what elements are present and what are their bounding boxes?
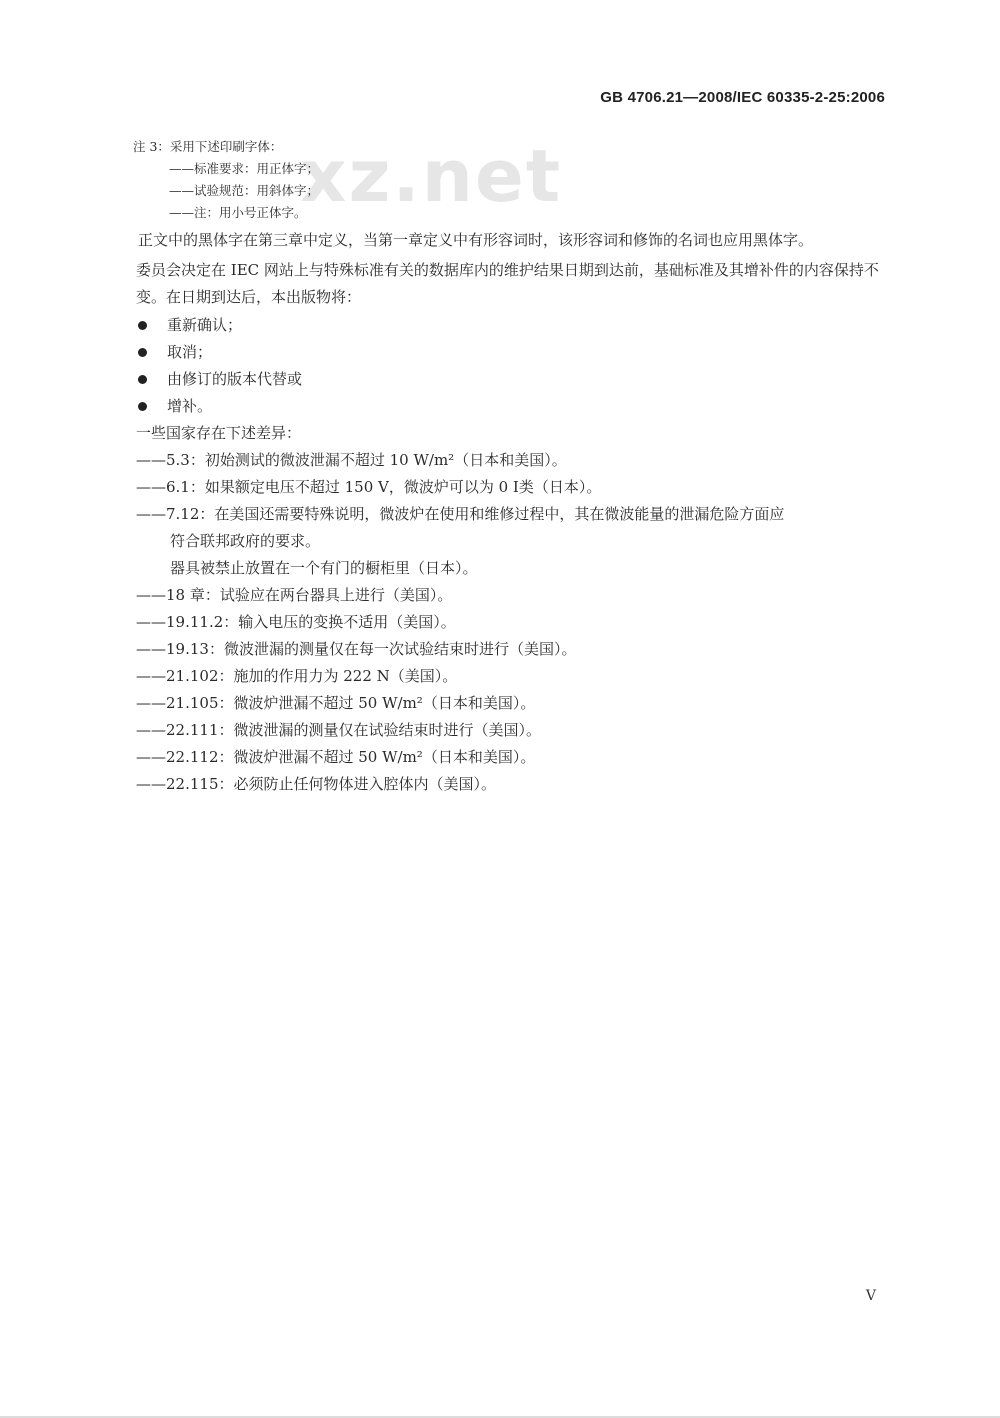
- difference-continuation: 器具被禁止放置在一个有门的橱柜里（日本）。: [170, 559, 478, 577]
- list-item-label: 取消；: [167, 343, 213, 361]
- note-item: ——试验规范：用斜体字；: [169, 183, 320, 198]
- bullet-icon: [138, 402, 147, 411]
- list-item-label: 重新确认；: [167, 316, 243, 334]
- list-item: [136, 366, 888, 393]
- list-item-label: 由修订的版本代替或: [167, 370, 303, 388]
- difference-continuation: 符合联邦政府的要求。: [170, 532, 321, 550]
- difference-item: ——5.3：初始测试的微波泄漏不超过 10 W/m²（日本和美国）。: [136, 451, 567, 469]
- paragraph: [136, 257, 888, 311]
- differences-block: [136, 420, 888, 798]
- bullet-icon: [138, 348, 147, 357]
- difference-item: ——19.11.2：输入电压的变换不适用（美国）。: [136, 613, 456, 631]
- paragraph-text: 正文中的黑体字在第三章中定义，当第一章定义中有形容词时，该形容词和修饰的名词也应用黑体字。: [138, 231, 814, 249]
- difference-item: ——7.12：在美国还需要特殊说明，微波炉在使用和维修过程中，其在微波能量的泄漏危险方面应: [136, 505, 785, 523]
- list-item: [136, 339, 888, 366]
- list-item-label: 增补。: [167, 397, 213, 415]
- difference-item: ——18 章：试验应在两台器具上进行（美国）。: [136, 586, 453, 604]
- difference-item: ——22.115：必须防止任何物体进入腔体内（美国）。: [136, 775, 496, 793]
- difference-item: ——19.13：微波泄漏的测量仅在每一次试验结束时进行（美国）。: [136, 640, 577, 658]
- note-item: ——注：用小号正体字。: [169, 205, 307, 220]
- bullet-icon: [138, 321, 147, 330]
- standard-header: GB 4706.21—2008/IEC 60335-2-25:2006: [600, 89, 885, 106]
- bullet-icon: [138, 375, 147, 384]
- page-content: [133, 136, 888, 798]
- paragraph: [136, 227, 888, 254]
- difference-item: ——21.102：施加的作用力为 222 N（美国）。: [136, 667, 458, 685]
- list-item: [136, 312, 888, 339]
- list-item: [136, 393, 888, 420]
- difference-item: ——22.111：微波泄漏的测量仅在试验结束时进行（美国）。: [136, 721, 541, 739]
- difference-item: ——21.105：微波炉泄漏不超过 50 W/m²（日本和美国）。: [136, 694, 536, 712]
- bullet-list: [136, 312, 888, 420]
- note-title: 注 3：采用下述印刷字体：: [133, 139, 283, 154]
- difference-item: ——22.112：微波炉泄漏不超过 50 W/m²（日本和美国）。: [136, 748, 536, 766]
- note-block: [133, 136, 888, 224]
- watermark: xz.net: [300, 134, 563, 218]
- difference-item: ——6.1：如果额定电压不超过 150 V，微波炉可以为 0 Ⅰ类（日本）。: [136, 478, 602, 496]
- note-item: ——标准要求：用正体字；: [169, 161, 320, 176]
- page-number: V: [865, 1288, 876, 1304]
- paragraph-text: 委员会决定在 IEC 网站上与特殊标准有关的数据库内的维护结果日期到达前，基础标准及其增补件的内容保持不变。在日期到达后，本出版物将：: [136, 261, 879, 306]
- differences-intro: 一些国家存在下述差异：: [136, 424, 302, 442]
